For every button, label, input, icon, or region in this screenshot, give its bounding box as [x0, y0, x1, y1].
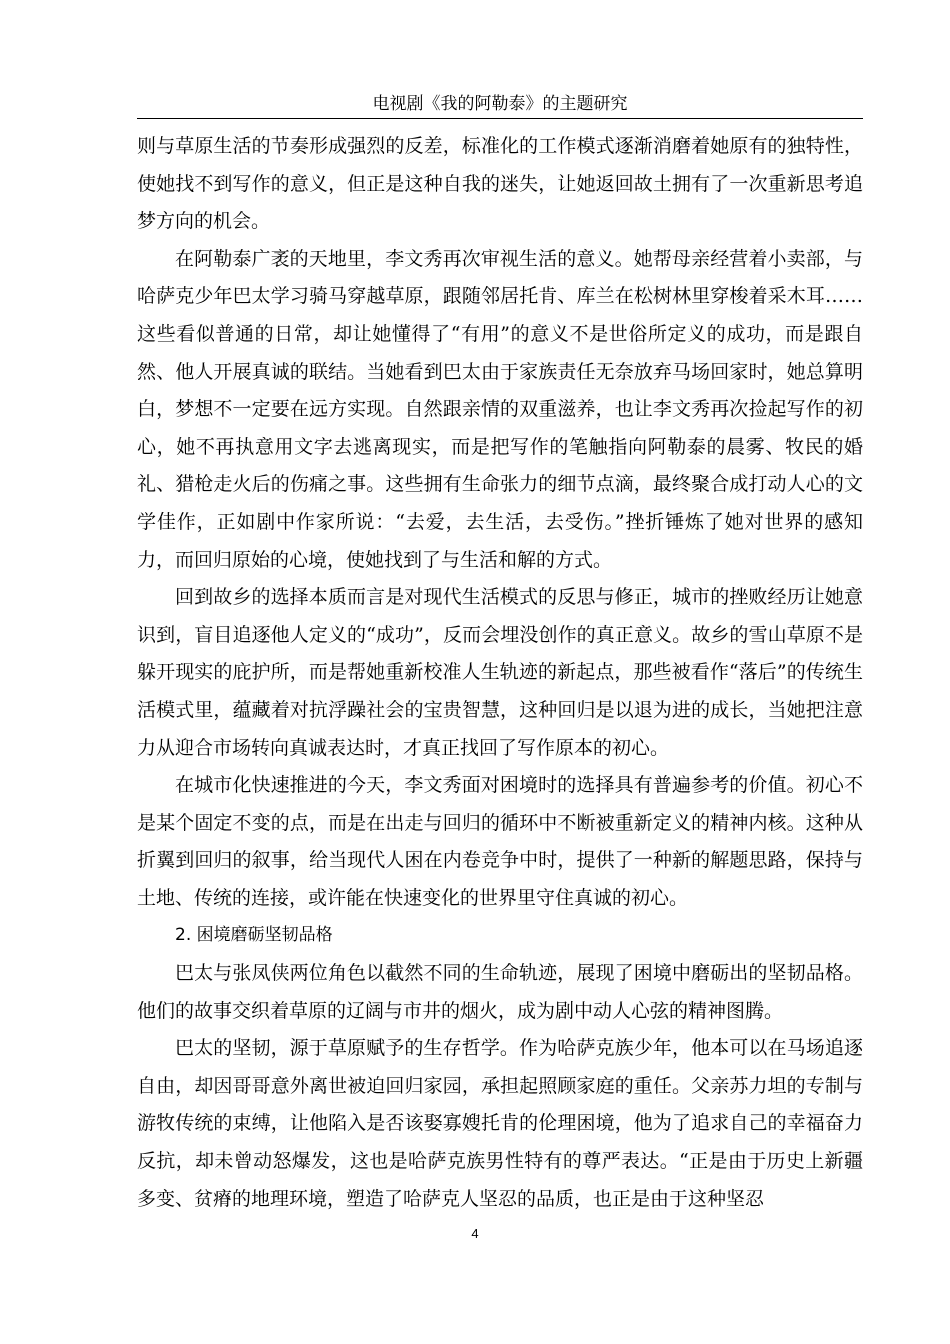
page-header [137, 90, 863, 119]
paragraph: 巴太的坚韧，源于草原赋予的生存哲学。作为哈萨克族少年，他本可以在马场追逐自由，却因哥哥意外离世被迫回归家园，承担起照顾家庭的重任。父亲苏力坦的专制与游牧传统的束缚，让他陷入是否该娶寡嫂托肯的伦理困境，他为了追求自己的幸福奋力反抗，却未曾动怒爆发，这也是哈萨克族男性特有的尊严表达。“正是由于历史上新疆多变、贫瘠的地理环境，塑造了哈萨克人坚忍的品质，也正是由于这种坚忍 [137, 1037, 863, 1210]
paragraph: 回到故乡的选择本质而言是对现代生活模式的反思与修正，城市的挫败经历让她意识到，盲目追逐他人定义的“成功”，反而会埋没创作的真正意义。故乡的雪山草原不是躲开现实的庇护所，而是帮她重新校准人生轨迹的新起点，那些被看作“落后”的传统生活模式里，蕴藏着对抗浮躁社会的宝贵智慧，这种回归是以退为进的成长，当她把注意力从迎合市场转向真诚表达时，才真正找回了写作原本的初心。 [137, 586, 863, 759]
paragraph: 在城市化快速推进的今天，李文秀面对困境时的选择具有普遍参考的价值。初心不是某个固定不变的点，而是在出走与回归的循环中不断被重新定义的精神内核。这种从折翼到回归的叙事，给当现代人困在内卷竞争中时，提供了一种新的解题思路，保持与土地、传统的连接，或许能在快速变化的世界里守住真诚的初心。 [137, 774, 863, 909]
page-number: 4 [471, 1226, 479, 1241]
running-title: 电视剧《我的阿勒泰》的主题研究 [372, 94, 628, 114]
paragraph: 巴太与张凤侠两位角色以截然不同的生命轨迹，展现了困境中磨砺出的坚韧品格。他们的故事交织着草原的辽阔与市井的烟火，成为剧中动人心弦的精神图腾。 [137, 962, 863, 1022]
document-body [137, 128, 863, 1218]
paragraph-continuation: 则与草原生活的节奏形成强烈的反差，标准化的工作模式逐渐消磨着她原有的独特性，使她找不到写作的意义，但正是这种自我的迷失，让她返回故土拥有了一次重新思考追梦方向的机会。 [137, 135, 863, 233]
section-heading: 2. 困境磨砺坚韧品格 [175, 925, 333, 946]
paragraph: 在阿勒泰广袤的天地里，李文秀再次审视生活的意义。她帮母亲经营着小卖部，与哈萨克少年巴太学习骑马穿越草原，跟随邻居托肯、库兰在松树林里穿梭着采木耳……这些看似普通的日常，却让她懂得了“有用”的意义不是世俗所定义的成功，而是跟自然、他人开展真诚的联结。当她看到巴太由于家族责任无奈放弃马场回家时，她总算明白，梦想不一定要在远方实现。自然跟亲情的双重滋养，也让李文秀再次捡起写作的初心，她不再执意用文字去逃离现实，而是把写作的笔触指向阿勒泰的晨雾、牧民的婚礼、猎枪走火后的伤痛之事。这些拥有生命张力的细节点滴，最终聚合成打动人心的文学佳作，正如剧中作家所说：“去爱，去生活，去受伤。”挫折锤炼了她对世界的感知力，而回归原始的心境，使她找到了与生活和解的方式。 [137, 247, 863, 571]
